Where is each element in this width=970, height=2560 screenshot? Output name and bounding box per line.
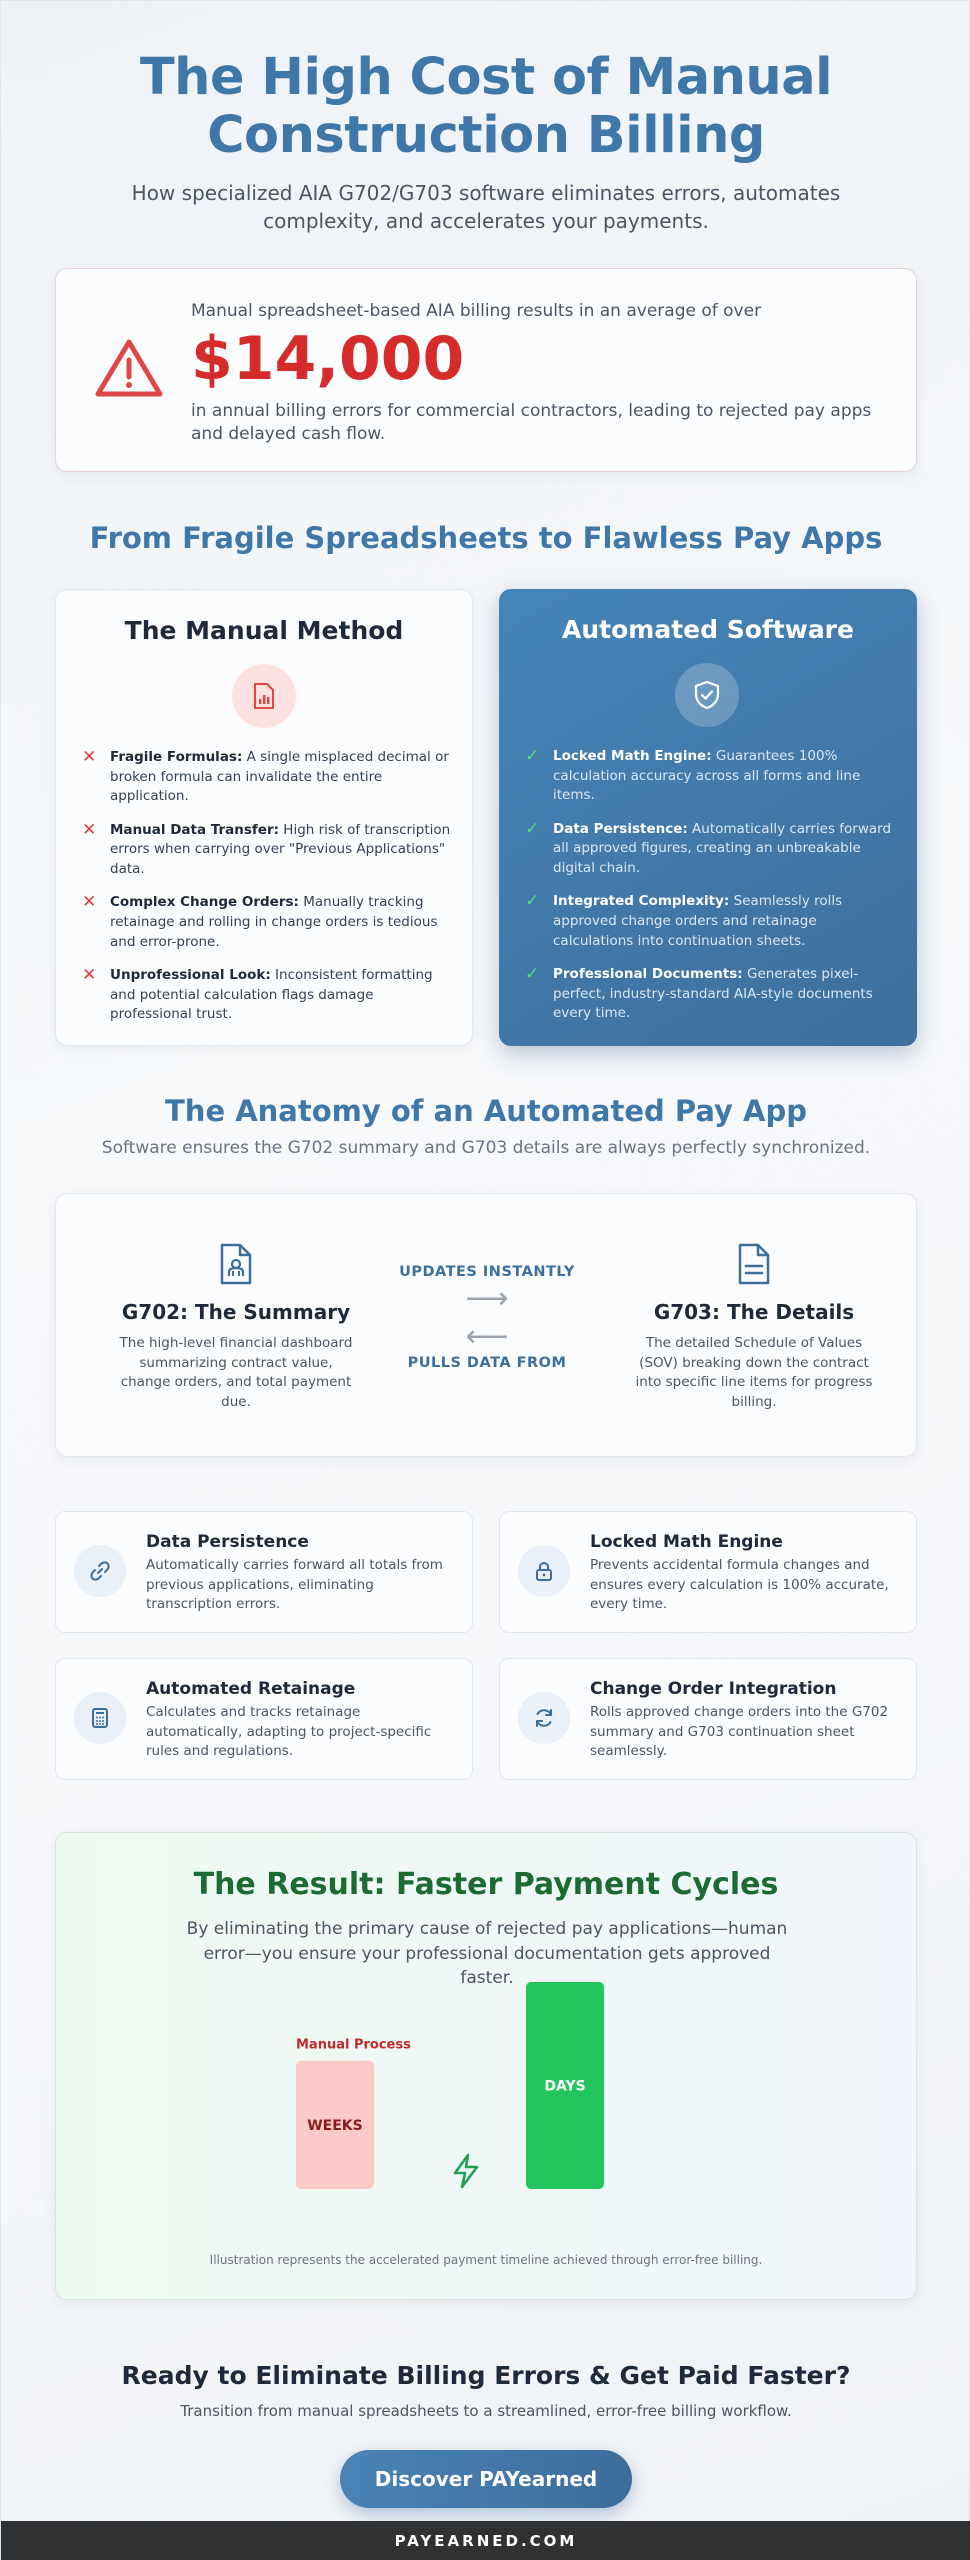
g702-column xyxy=(116,1242,356,1412)
result-panel xyxy=(55,1832,917,2300)
feature-card-change-order xyxy=(499,1658,917,1780)
result-title: The Result: Faster Payment Cycles xyxy=(193,1867,779,1902)
sync-indicator xyxy=(387,1264,587,1371)
automated-software-list xyxy=(525,747,895,1038)
cta-title: Ready to Eliminate Billing Errors & Get Paid Faster? xyxy=(121,2361,851,2390)
automated-software-title: Automated Software xyxy=(562,615,854,644)
chart-category-label: Manual Process xyxy=(296,2037,411,2053)
updates-instantly-label: UPDATES INSTANTLY xyxy=(399,1264,575,1280)
shield-check-icon xyxy=(675,663,739,727)
anatomy-heading: The Anatomy of an Automated Pay App xyxy=(165,1094,807,1128)
item-text: Seamlessly rolls approved change orders and retainage calculations into continuation sheets. xyxy=(553,893,843,949)
item-label: Unprofessional Look: xyxy=(110,967,271,984)
chart-value-label: WEEKS xyxy=(307,2117,363,2134)
page-title-line1: The High Cost of Manual xyxy=(139,48,833,107)
x-mark-icon: ✕ xyxy=(82,747,97,767)
feature-description: Calculates and tracks retainage automatically, adapting to project-specific rules and regulations. xyxy=(146,1704,432,1760)
automated-item xyxy=(525,892,895,951)
item-text: Guarantees 100% calculation accuracy across all forms and line items. xyxy=(553,748,861,804)
page-subtitle: How specialized AIA G702/G703 software eliminates errors, automates complexity, and accelerates your payments. xyxy=(131,181,841,234)
page-title xyxy=(1,49,970,165)
lightning-bolt-icon xyxy=(455,2155,477,2187)
footer-domain[interactable]: PAYEARNED.COM xyxy=(1,2521,970,2560)
pulls-data-label: PULLS DATA FROM xyxy=(407,1355,567,1371)
manual-method-card xyxy=(55,589,473,1046)
g703-column xyxy=(634,1242,874,1412)
item-label: Locked Math Engine: xyxy=(553,748,712,764)
feature-title: Automated Retainage xyxy=(146,1679,356,1699)
arrow-right-icon: ⟶ xyxy=(465,1281,509,1316)
calculator-icon xyxy=(74,1692,126,1744)
item-label: Fragile Formulas: xyxy=(110,749,243,765)
g703-title: G703: The Details xyxy=(653,1300,855,1324)
item-label: Data Persistence: xyxy=(553,820,688,837)
automated-item xyxy=(525,965,895,1024)
feature-card-locked-math xyxy=(499,1511,917,1633)
chart-bars xyxy=(296,1973,678,2189)
result-note: Illustration represents the accelerated payment timeline achieved through error-free billing. xyxy=(209,2253,763,2267)
feature-description: Rolls approved change orders into the G702 summary and G703 continuation sheet seamlessly. xyxy=(590,1704,889,1760)
item-label: Complex Change Orders: xyxy=(110,894,299,911)
x-mark-icon: ✕ xyxy=(82,819,97,840)
g703-document-icon xyxy=(734,1242,774,1286)
item-text: Manually tracking retainage and rolling in change orders is tedious and error-prone. xyxy=(110,894,438,950)
anatomy-subtitle: Software ensures the G702 summary and G703 details are always perfectly synchronized. xyxy=(101,1138,871,1158)
checkmark-icon: ✓ xyxy=(525,746,540,766)
lock-icon xyxy=(518,1545,570,1597)
g702-description: The high-level financial dashboard summarizing contract value, change orders, and total payment due. xyxy=(119,1335,353,1410)
g702-document-icon xyxy=(216,1242,256,1286)
checkmark-icon: ✓ xyxy=(525,964,540,985)
stat-value: $14,000 xyxy=(191,324,465,394)
feature-title: Locked Math Engine xyxy=(590,1532,783,1552)
manual-item xyxy=(82,748,452,807)
cost-stat-card xyxy=(55,268,917,472)
chart-value-label: DAYS xyxy=(544,2078,586,2095)
warning-triangle-icon xyxy=(94,337,164,399)
feature-card-automated-retainage xyxy=(55,1658,473,1780)
item-label: Integrated Complexity: xyxy=(553,893,730,910)
feature-card-data-persistence xyxy=(55,1511,473,1633)
arrow-left-icon: ⟵ xyxy=(465,1318,509,1354)
automated-item xyxy=(525,820,895,879)
cta-subtitle: Transition from manual spreadsheets to a streamlined, error-free billing workflow. xyxy=(180,2402,792,2420)
checkmark-icon: ✓ xyxy=(525,818,540,839)
x-mark-icon: ✕ xyxy=(82,892,97,913)
refresh-icon xyxy=(518,1692,570,1744)
item-label: Professional Documents: xyxy=(553,966,743,983)
manual-item xyxy=(82,821,452,880)
item-text: Automatically carries forward all approved figures, creating an unbreakable digital chain. xyxy=(553,820,892,876)
item-text: Generates pixel-perfect, industry-standard AIA-style documents every time. xyxy=(553,966,873,1022)
item-text: High risk of transcription errors when carrying over "Previous Applications" data. xyxy=(110,821,451,877)
manual-item xyxy=(82,966,452,1025)
hero-header xyxy=(1,49,970,235)
manual-method-list xyxy=(82,748,452,1039)
feature-title: Data Persistence xyxy=(146,1532,309,1552)
chart-category-label xyxy=(526,1973,678,1974)
anatomy-card xyxy=(55,1193,917,1457)
link-icon xyxy=(74,1545,126,1597)
spreadsheet-chart-icon xyxy=(232,664,296,728)
payment-cycle-chart xyxy=(56,1973,918,2273)
result-subtitle: By eliminating the primary cause of rejected pay applications—human error—you ensure your professional documentation gets approved faster. xyxy=(186,1919,788,1989)
automated-item xyxy=(525,747,895,806)
item-label: Manual Data Transfer: xyxy=(110,821,280,838)
checkmark-icon: ✓ xyxy=(525,891,540,912)
manual-item xyxy=(82,893,452,952)
x-mark-icon: ✕ xyxy=(82,965,97,986)
manual-method-title: The Manual Method xyxy=(124,616,404,645)
feature-description: Automatically carries forward all totals from previous applications, eliminating transcription errors. xyxy=(146,1557,443,1613)
item-text: A single misplaced decimal or broken formula can invalidate the entire application. xyxy=(110,749,449,805)
discover-payearned-button[interactable]: Discover PAYearned xyxy=(340,2450,632,2508)
feature-title: Change Order Integration xyxy=(590,1679,837,1699)
g702-title: G702: The Summary xyxy=(121,1300,351,1324)
feature-description: Prevents accidental formula changes and ensures every calculation is 100% accurate, every time. xyxy=(590,1557,889,1613)
page-title-line2: Construction Billing xyxy=(207,106,765,166)
stat-outro: in annual billing errors for commercial contractors, leading to rejected pay apps and delayed cash flow. xyxy=(191,401,872,444)
item-text: Inconsistent formatting and potential calculation flags damage professional trust. xyxy=(110,967,433,1023)
comparison-heading: From Fragile Spreadsheets to Flawless Pay Apps xyxy=(89,521,883,555)
stat-intro: Manual spreadsheet-based AIA billing results in an average of over xyxy=(191,301,762,321)
automated-software-card xyxy=(499,589,917,1046)
g703-description: The detailed Schedule of Values (SOV) breaking down the contract into specific line items for progress billing. xyxy=(635,1335,873,1410)
